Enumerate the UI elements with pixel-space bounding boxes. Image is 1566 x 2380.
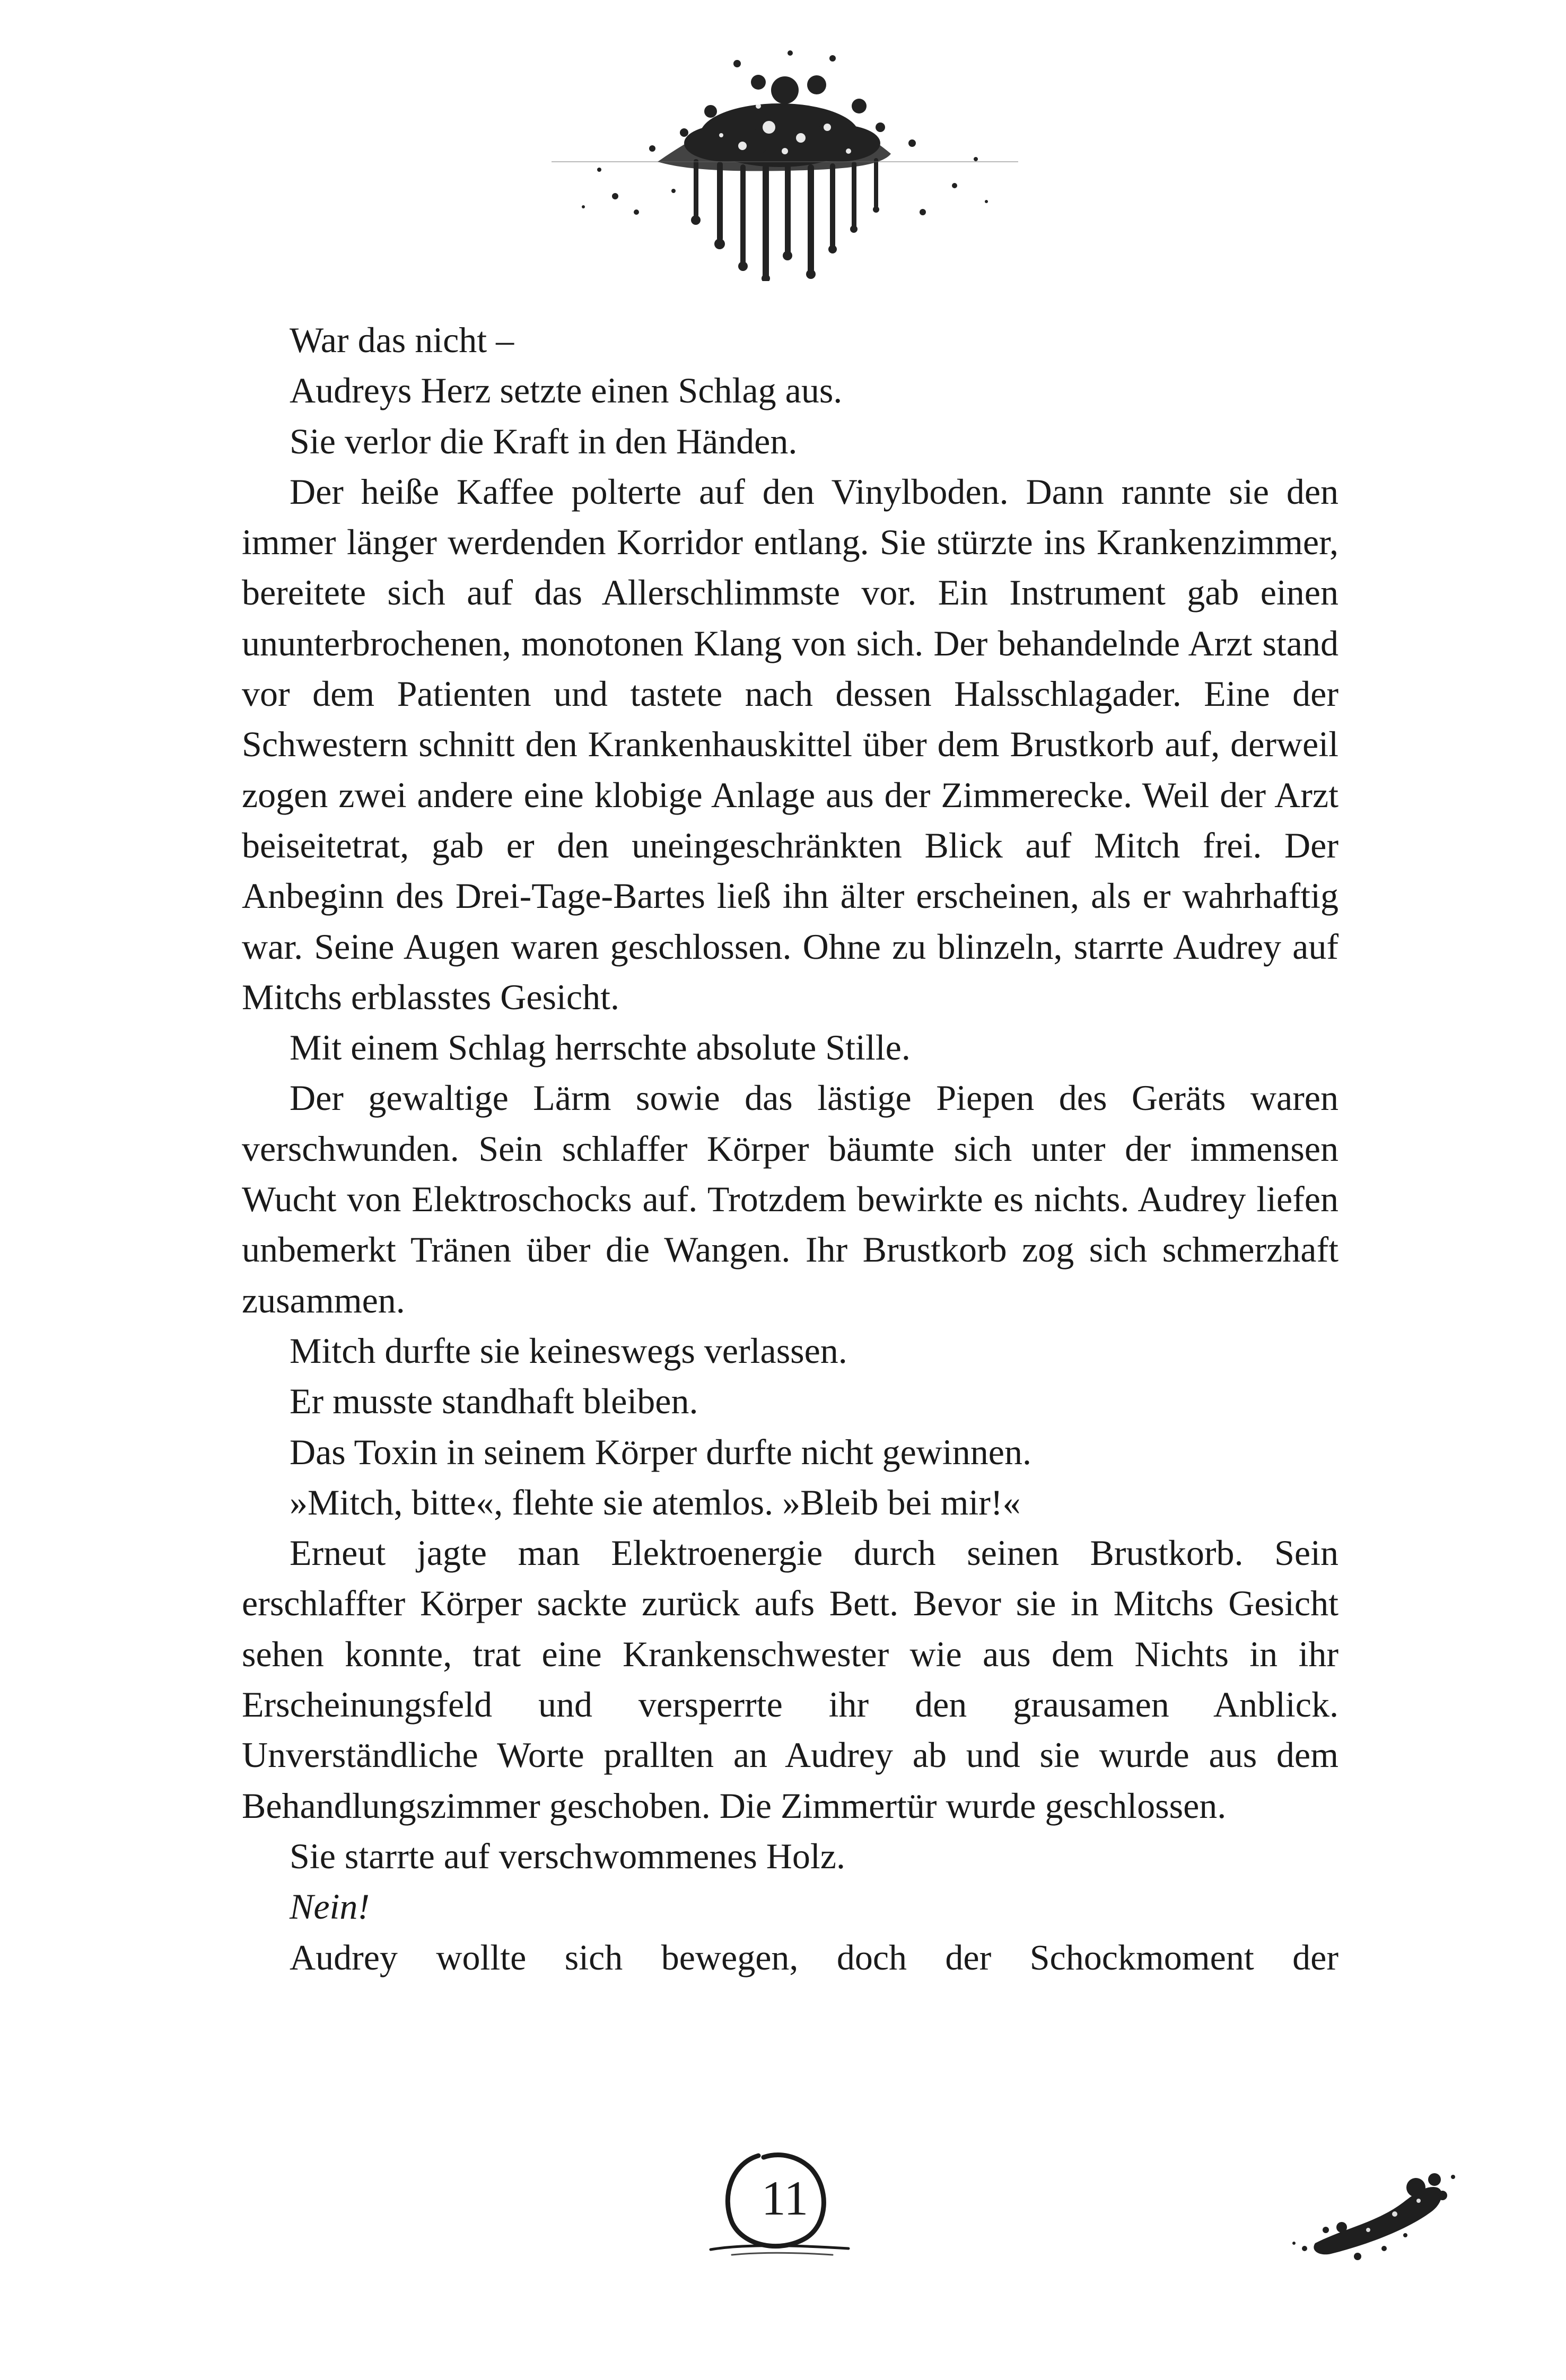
paragraph: Sie verlor die Kraft in den Händen. — [290, 421, 798, 461]
paragraph: Der heiße Kaffee polterte auf den Vinylboden. Dann rannte sie den immer länger werdenden Korridor entlang. Sie stürzte ins Krankenzimmer, bereitete sich auf das Allerschlimmste vor. Ein Instrument gab einen ununterbrochenen, monotonen Klang von sich. Der behandelnde Arzt stand vor dem Patienten und tastete nach dessen Halsschlagader. Eine der Schwestern schnitt den Krankenhauskittel über dem Brustkorb auf, derweil zogen zwei andere eine klobige Anlage aus der Zimmerecke. Weil der Arzt beiseitetrat, gab er den uneingeschränkten Blick auf Mitch frei. Der Anbeginn des Drei-Tage-Bartes ließ ihn älter erscheinen, als er wahrhaftig war. Seine Augen waren geschlossen. Ohne zu blinzeln, starrte Audrey auf Mitchs erblasstes Gesicht. — [242, 471, 1338, 1017]
paragraph: Das Toxin in seinem Körper durfte nicht gewinnen. — [290, 1431, 1031, 1472]
page-number: 11 — [761, 2171, 809, 2225]
ink-splatter-corner-ornament — [1283, 2164, 1464, 2270]
paragraph: Er musste standhaft bleiben. — [290, 1381, 698, 1422]
paragraph: War das nicht – — [290, 320, 514, 360]
paragraph: Der gewaltige Lärm sowie das lästige Piepen des Geräts waren verschwunden. Sein schlaffer Körper bäumte sich unter der immensen Wucht von Elektroschocks auf. Trotzdem bewirkte es nichts. Audrey liefen unbemerkt Tränen über die Wangen. Ihr Brustkorb zog sich schmerzhaft zusammen. — [242, 1078, 1338, 1320]
paragraph: Audreys Herz setzte einen Schlag aus. — [290, 370, 843, 411]
paragraph: Mitch durfte sie keineswegs verlassen. — [290, 1330, 847, 1371]
paragraph: Mit einem Schlag herrschte absolute Stille. — [290, 1027, 911, 1068]
paragraph: Audrey wollte sich bewegen, doch der Schockmoment der — [290, 1937, 1338, 1978]
paragraph: Sie starrte auf verschwommenes Holz. — [290, 1835, 845, 1876]
body-text — [242, 315, 1338, 1983]
paragraph: »Mitch, bitte«, flehte sie atemlos. »Bleib bei mir!« — [290, 1482, 1021, 1522]
paragraph-emphasis: Nein! — [290, 1886, 370, 1927]
paragraph: Erneut jagte man Elektroenergie durch seinen Brustkorb. Sein erschlaffter Körper sackte zurück aufs Bett. Bevor sie in Mitchs Gesicht sehen konnte, trat eine Krankenschwester wie aus dem Nichts in ihr Erscheinungsfeld und versperrte ihr den grausamen Anblick. Unverständliche Worte prallten an Audrey ab und sie wurde aus dem Behandlungszimmer geschoben. Die Zimmertür wurde geschlossen. — [242, 1533, 1338, 1826]
ink-splatter-ornament — [552, 37, 1018, 281]
